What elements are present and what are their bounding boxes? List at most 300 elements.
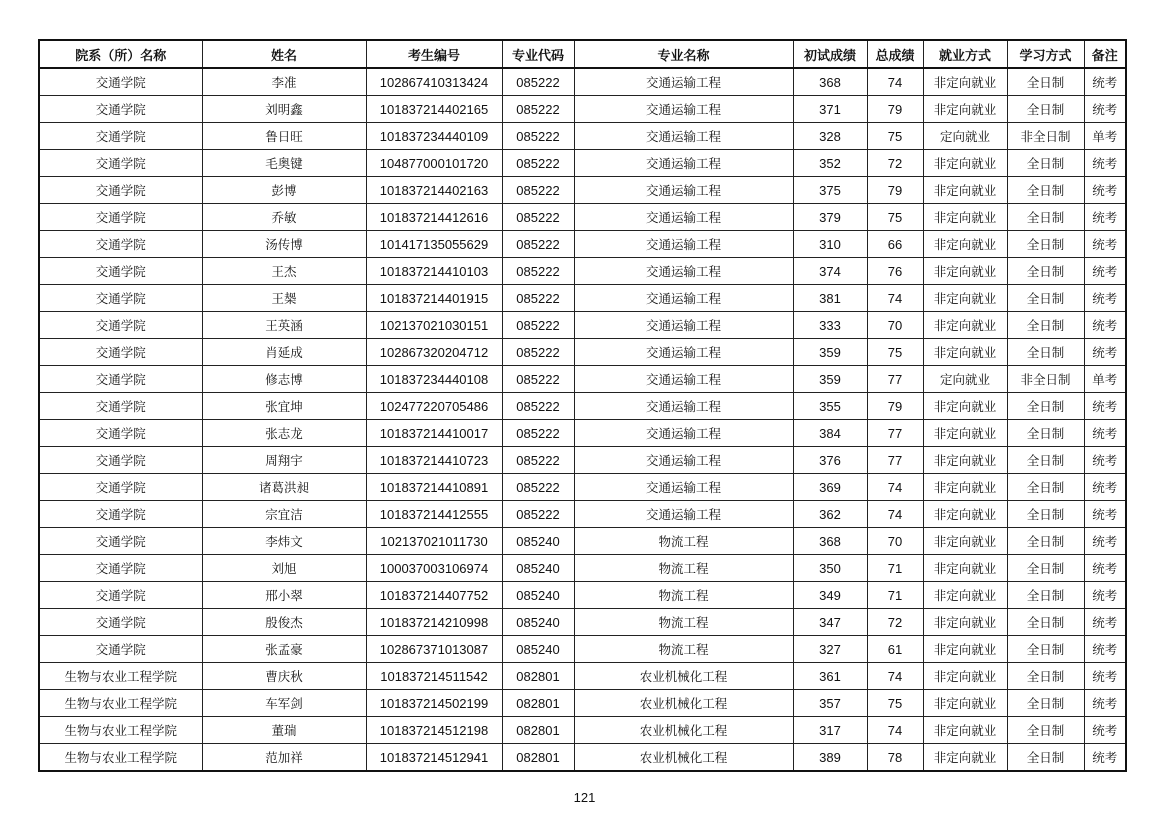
major-name-cell: 交通运输工程 bbox=[574, 366, 793, 393]
employment-type-cell: 非定向就业 bbox=[923, 528, 1007, 555]
preliminary-score-cell: 359 bbox=[793, 366, 867, 393]
candidate-number-cell: 100037003106974 bbox=[366, 555, 502, 582]
total-score-cell: 71 bbox=[867, 555, 923, 582]
department-cell: 交通学院 bbox=[39, 393, 202, 420]
name-cell: 诸葛洪昶 bbox=[202, 474, 366, 501]
name-cell: 鲁日旺 bbox=[202, 123, 366, 150]
study-mode-cell: 全日制 bbox=[1007, 150, 1084, 177]
preliminary-score-cell: 379 bbox=[793, 204, 867, 231]
total-score-cell: 75 bbox=[867, 204, 923, 231]
department-cell: 生物与农业工程学院 bbox=[39, 663, 202, 690]
major-name-cell: 物流工程 bbox=[574, 609, 793, 636]
remarks-cell: 统考 bbox=[1084, 582, 1126, 609]
table-row bbox=[39, 555, 1126, 582]
total-score-cell: 79 bbox=[867, 177, 923, 204]
major-name-cell: 农业机械化工程 bbox=[574, 690, 793, 717]
name-cell: 张志龙 bbox=[202, 420, 366, 447]
total-score-cell: 77 bbox=[867, 447, 923, 474]
department-cell: 交通学院 bbox=[39, 366, 202, 393]
remarks-cell: 统考 bbox=[1084, 312, 1126, 339]
remarks-cell: 统考 bbox=[1084, 150, 1126, 177]
header-preliminary-score: 初试成绩 bbox=[793, 40, 867, 68]
study-mode-cell: 全日制 bbox=[1007, 312, 1084, 339]
total-score-cell: 71 bbox=[867, 582, 923, 609]
major-name-cell: 交通运输工程 bbox=[574, 312, 793, 339]
preliminary-score-cell: 327 bbox=[793, 636, 867, 663]
employment-type-cell: 非定向就业 bbox=[923, 312, 1007, 339]
header-department: 院系（所）名称 bbox=[39, 40, 202, 68]
candidate-number-cell: 101837234440108 bbox=[366, 366, 502, 393]
major-code-cell: 085222 bbox=[502, 393, 574, 420]
name-cell: 刘明鑫 bbox=[202, 96, 366, 123]
name-cell: 王英涵 bbox=[202, 312, 366, 339]
study-mode-cell: 全日制 bbox=[1007, 663, 1084, 690]
candidate-number-cell: 101837214512941 bbox=[366, 744, 502, 772]
preliminary-score-cell: 368 bbox=[793, 68, 867, 96]
study-mode-cell: 全日制 bbox=[1007, 231, 1084, 258]
employment-type-cell: 非定向就业 bbox=[923, 744, 1007, 772]
remarks-cell: 统考 bbox=[1084, 474, 1126, 501]
study-mode-cell: 全日制 bbox=[1007, 528, 1084, 555]
remarks-cell: 统考 bbox=[1084, 609, 1126, 636]
major-name-cell: 交通运输工程 bbox=[574, 68, 793, 96]
remarks-cell: 统考 bbox=[1084, 636, 1126, 663]
major-code-cell: 085222 bbox=[502, 150, 574, 177]
major-name-cell: 交通运输工程 bbox=[574, 474, 793, 501]
remarks-cell: 单考 bbox=[1084, 123, 1126, 150]
major-code-cell: 082801 bbox=[502, 690, 574, 717]
major-code-cell: 085222 bbox=[502, 420, 574, 447]
major-code-cell: 085222 bbox=[502, 366, 574, 393]
major-code-cell: 085222 bbox=[502, 204, 574, 231]
major-name-cell: 物流工程 bbox=[574, 528, 793, 555]
employment-type-cell: 非定向就业 bbox=[923, 555, 1007, 582]
major-name-cell: 交通运输工程 bbox=[574, 420, 793, 447]
total-score-cell: 74 bbox=[867, 663, 923, 690]
preliminary-score-cell: 359 bbox=[793, 339, 867, 366]
total-score-cell: 77 bbox=[867, 420, 923, 447]
total-score-cell: 74 bbox=[867, 285, 923, 312]
remarks-cell: 统考 bbox=[1084, 744, 1126, 772]
major-name-cell: 交通运输工程 bbox=[574, 447, 793, 474]
department-cell: 交通学院 bbox=[39, 231, 202, 258]
major-name-cell: 交通运输工程 bbox=[574, 123, 793, 150]
employment-type-cell: 非定向就业 bbox=[923, 96, 1007, 123]
study-mode-cell: 全日制 bbox=[1007, 717, 1084, 744]
name-cell: 曹庆秋 bbox=[202, 663, 366, 690]
remarks-cell: 统考 bbox=[1084, 420, 1126, 447]
major-code-cell: 085222 bbox=[502, 231, 574, 258]
remarks-cell: 统考 bbox=[1084, 501, 1126, 528]
name-cell: 王杰 bbox=[202, 258, 366, 285]
total-score-cell: 74 bbox=[867, 501, 923, 528]
remarks-cell: 统考 bbox=[1084, 68, 1126, 96]
header-name: 姓名 bbox=[202, 40, 366, 68]
major-code-cell: 085240 bbox=[502, 636, 574, 663]
preliminary-score-cell: 368 bbox=[793, 528, 867, 555]
total-score-cell: 78 bbox=[867, 744, 923, 772]
name-cell: 殷俊杰 bbox=[202, 609, 366, 636]
remarks-cell: 统考 bbox=[1084, 231, 1126, 258]
remarks-cell: 统考 bbox=[1084, 393, 1126, 420]
study-mode-cell: 全日制 bbox=[1007, 447, 1084, 474]
employment-type-cell: 非定向就业 bbox=[923, 690, 1007, 717]
major-code-cell: 085222 bbox=[502, 474, 574, 501]
major-name-cell: 农业机械化工程 bbox=[574, 663, 793, 690]
major-name-cell: 交通运输工程 bbox=[574, 339, 793, 366]
preliminary-score-cell: 376 bbox=[793, 447, 867, 474]
department-cell: 生物与农业工程学院 bbox=[39, 690, 202, 717]
total-score-cell: 74 bbox=[867, 717, 923, 744]
preliminary-score-cell: 362 bbox=[793, 501, 867, 528]
table-row bbox=[39, 312, 1126, 339]
major-code-cell: 082801 bbox=[502, 744, 574, 772]
study-mode-cell: 全日制 bbox=[1007, 339, 1084, 366]
preliminary-score-cell: 355 bbox=[793, 393, 867, 420]
table-row bbox=[39, 96, 1126, 123]
employment-type-cell: 非定向就业 bbox=[923, 258, 1007, 285]
preliminary-score-cell: 349 bbox=[793, 582, 867, 609]
employment-type-cell: 非定向就业 bbox=[923, 717, 1007, 744]
remarks-cell: 统考 bbox=[1084, 285, 1126, 312]
table-row bbox=[39, 717, 1126, 744]
name-cell: 周翔宇 bbox=[202, 447, 366, 474]
name-cell: 董瑞 bbox=[202, 717, 366, 744]
employment-type-cell: 非定向就业 bbox=[923, 609, 1007, 636]
candidate-number-cell: 102867371013087 bbox=[366, 636, 502, 663]
total-score-cell: 72 bbox=[867, 609, 923, 636]
department-cell: 交通学院 bbox=[39, 474, 202, 501]
employment-type-cell: 非定向就业 bbox=[923, 474, 1007, 501]
table-row bbox=[39, 177, 1126, 204]
department-cell: 交通学院 bbox=[39, 636, 202, 663]
major-name-cell: 物流工程 bbox=[574, 582, 793, 609]
total-score-cell: 75 bbox=[867, 339, 923, 366]
study-mode-cell: 非全日制 bbox=[1007, 123, 1084, 150]
table-row bbox=[39, 285, 1126, 312]
total-score-cell: 77 bbox=[867, 366, 923, 393]
employment-type-cell: 非定向就业 bbox=[923, 204, 1007, 231]
major-code-cell: 085222 bbox=[502, 447, 574, 474]
total-score-cell: 79 bbox=[867, 96, 923, 123]
table-row bbox=[39, 501, 1126, 528]
table-row bbox=[39, 528, 1126, 555]
total-score-cell: 75 bbox=[867, 690, 923, 717]
employment-type-cell: 非定向就业 bbox=[923, 393, 1007, 420]
table-row bbox=[39, 150, 1126, 177]
department-cell: 交通学院 bbox=[39, 609, 202, 636]
study-mode-cell: 全日制 bbox=[1007, 690, 1084, 717]
major-name-cell: 物流工程 bbox=[574, 636, 793, 663]
preliminary-score-cell: 375 bbox=[793, 177, 867, 204]
table-row bbox=[39, 204, 1126, 231]
total-score-cell: 76 bbox=[867, 258, 923, 285]
major-code-cell: 085222 bbox=[502, 312, 574, 339]
total-score-cell: 70 bbox=[867, 312, 923, 339]
department-cell: 交通学院 bbox=[39, 528, 202, 555]
major-name-cell: 交通运输工程 bbox=[574, 285, 793, 312]
candidate-number-cell: 101837214410723 bbox=[366, 447, 502, 474]
department-cell: 交通学院 bbox=[39, 150, 202, 177]
total-score-cell: 75 bbox=[867, 123, 923, 150]
name-cell: 李炜文 bbox=[202, 528, 366, 555]
department-cell: 交通学院 bbox=[39, 96, 202, 123]
candidate-number-cell: 102137021030151 bbox=[366, 312, 502, 339]
name-cell: 范加祥 bbox=[202, 744, 366, 772]
department-cell: 交通学院 bbox=[39, 339, 202, 366]
preliminary-score-cell: 361 bbox=[793, 663, 867, 690]
employment-type-cell: 非定向就业 bbox=[923, 663, 1007, 690]
remarks-cell: 统考 bbox=[1084, 96, 1126, 123]
candidate-number-cell: 101837214512198 bbox=[366, 717, 502, 744]
study-mode-cell: 全日制 bbox=[1007, 501, 1084, 528]
table-body bbox=[39, 68, 1126, 771]
header-employment-type: 就业方式 bbox=[923, 40, 1007, 68]
department-cell: 交通学院 bbox=[39, 177, 202, 204]
candidate-number-cell: 101837214511542 bbox=[366, 663, 502, 690]
candidate-number-cell: 101837214410103 bbox=[366, 258, 502, 285]
candidate-number-cell: 101837214402163 bbox=[366, 177, 502, 204]
name-cell: 王椝 bbox=[202, 285, 366, 312]
major-name-cell: 农业机械化工程 bbox=[574, 744, 793, 772]
preliminary-score-cell: 369 bbox=[793, 474, 867, 501]
table-row bbox=[39, 447, 1126, 474]
employment-type-cell: 非定向就业 bbox=[923, 339, 1007, 366]
major-code-cell: 085240 bbox=[502, 528, 574, 555]
candidate-number-cell: 101837234440109 bbox=[366, 123, 502, 150]
major-name-cell: 交通运输工程 bbox=[574, 150, 793, 177]
major-name-cell: 交通运输工程 bbox=[574, 258, 793, 285]
study-mode-cell: 非全日制 bbox=[1007, 366, 1084, 393]
name-cell: 汤传博 bbox=[202, 231, 366, 258]
preliminary-score-cell: 352 bbox=[793, 150, 867, 177]
major-code-cell: 085222 bbox=[502, 96, 574, 123]
study-mode-cell: 全日制 bbox=[1007, 393, 1084, 420]
table-row bbox=[39, 231, 1126, 258]
table-row bbox=[39, 690, 1126, 717]
header-candidate-number: 考生编号 bbox=[366, 40, 502, 68]
candidate-number-cell: 102137021011730 bbox=[366, 528, 502, 555]
employment-type-cell: 非定向就业 bbox=[923, 501, 1007, 528]
header-study-mode: 学习方式 bbox=[1007, 40, 1084, 68]
study-mode-cell: 全日制 bbox=[1007, 204, 1084, 231]
preliminary-score-cell: 374 bbox=[793, 258, 867, 285]
preliminary-score-cell: 347 bbox=[793, 609, 867, 636]
table-row bbox=[39, 744, 1126, 772]
preliminary-score-cell: 328 bbox=[793, 123, 867, 150]
major-name-cell: 交通运输工程 bbox=[574, 204, 793, 231]
remarks-cell: 统考 bbox=[1084, 690, 1126, 717]
major-name-cell: 交通运输工程 bbox=[574, 96, 793, 123]
major-name-cell: 农业机械化工程 bbox=[574, 717, 793, 744]
preliminary-score-cell: 350 bbox=[793, 555, 867, 582]
major-code-cell: 085222 bbox=[502, 339, 574, 366]
name-cell: 邢小翠 bbox=[202, 582, 366, 609]
name-cell: 张孟豪 bbox=[202, 636, 366, 663]
employment-type-cell: 非定向就业 bbox=[923, 150, 1007, 177]
employment-type-cell: 非定向就业 bbox=[923, 582, 1007, 609]
table-row bbox=[39, 582, 1126, 609]
candidate-number-cell: 102477220705486 bbox=[366, 393, 502, 420]
admission-table-container bbox=[38, 39, 1125, 772]
name-cell: 乔敏 bbox=[202, 204, 366, 231]
table-row bbox=[39, 339, 1126, 366]
department-cell: 交通学院 bbox=[39, 420, 202, 447]
study-mode-cell: 全日制 bbox=[1007, 609, 1084, 636]
employment-type-cell: 非定向就业 bbox=[923, 636, 1007, 663]
candidate-number-cell: 101837214412555 bbox=[366, 501, 502, 528]
table-row bbox=[39, 366, 1126, 393]
table-row bbox=[39, 420, 1126, 447]
table-row bbox=[39, 258, 1126, 285]
major-code-cell: 085222 bbox=[502, 177, 574, 204]
remarks-cell: 单考 bbox=[1084, 366, 1126, 393]
total-score-cell: 61 bbox=[867, 636, 923, 663]
candidate-number-cell: 101837214210998 bbox=[366, 609, 502, 636]
candidate-number-cell: 101837214410017 bbox=[366, 420, 502, 447]
department-cell: 交通学院 bbox=[39, 312, 202, 339]
study-mode-cell: 全日制 bbox=[1007, 258, 1084, 285]
preliminary-score-cell: 384 bbox=[793, 420, 867, 447]
employment-type-cell: 非定向就业 bbox=[923, 285, 1007, 312]
employment-type-cell: 非定向就业 bbox=[923, 420, 1007, 447]
admission-table bbox=[38, 39, 1127, 772]
department-cell: 交通学院 bbox=[39, 68, 202, 96]
name-cell: 刘旭 bbox=[202, 555, 366, 582]
name-cell: 张宜坤 bbox=[202, 393, 366, 420]
header-major-code: 专业代码 bbox=[502, 40, 574, 68]
study-mode-cell: 全日制 bbox=[1007, 555, 1084, 582]
department-cell: 交通学院 bbox=[39, 555, 202, 582]
major-name-cell: 交通运输工程 bbox=[574, 393, 793, 420]
table-row bbox=[39, 663, 1126, 690]
employment-type-cell: 非定向就业 bbox=[923, 447, 1007, 474]
department-cell: 交通学院 bbox=[39, 123, 202, 150]
remarks-cell: 统考 bbox=[1084, 717, 1126, 744]
employment-type-cell: 定向就业 bbox=[923, 366, 1007, 393]
table-row bbox=[39, 609, 1126, 636]
header-major-name: 专业名称 bbox=[574, 40, 793, 68]
table-row bbox=[39, 636, 1126, 663]
total-score-cell: 74 bbox=[867, 68, 923, 96]
name-cell: 宗宜洁 bbox=[202, 501, 366, 528]
study-mode-cell: 全日制 bbox=[1007, 177, 1084, 204]
study-mode-cell: 全日制 bbox=[1007, 744, 1084, 772]
remarks-cell: 统考 bbox=[1084, 339, 1126, 366]
name-cell: 修志博 bbox=[202, 366, 366, 393]
candidate-number-cell: 101837214410891 bbox=[366, 474, 502, 501]
major-code-cell: 085222 bbox=[502, 258, 574, 285]
table-row bbox=[39, 474, 1126, 501]
preliminary-score-cell: 371 bbox=[793, 96, 867, 123]
employment-type-cell: 非定向就业 bbox=[923, 68, 1007, 96]
name-cell: 车军剑 bbox=[202, 690, 366, 717]
employment-type-cell: 非定向就业 bbox=[923, 177, 1007, 204]
remarks-cell: 统考 bbox=[1084, 447, 1126, 474]
major-name-cell: 物流工程 bbox=[574, 555, 793, 582]
header-remarks: 备注 bbox=[1084, 40, 1126, 68]
major-code-cell: 085240 bbox=[502, 609, 574, 636]
study-mode-cell: 全日制 bbox=[1007, 636, 1084, 663]
remarks-cell: 统考 bbox=[1084, 204, 1126, 231]
name-cell: 毛奥键 bbox=[202, 150, 366, 177]
department-cell: 交通学院 bbox=[39, 501, 202, 528]
employment-type-cell: 定向就业 bbox=[923, 123, 1007, 150]
study-mode-cell: 全日制 bbox=[1007, 474, 1084, 501]
study-mode-cell: 全日制 bbox=[1007, 285, 1084, 312]
total-score-cell: 72 bbox=[867, 150, 923, 177]
remarks-cell: 统考 bbox=[1084, 555, 1126, 582]
candidate-number-cell: 101837214412616 bbox=[366, 204, 502, 231]
table-row bbox=[39, 123, 1126, 150]
major-name-cell: 交通运输工程 bbox=[574, 501, 793, 528]
department-cell: 交通学院 bbox=[39, 582, 202, 609]
total-score-cell: 79 bbox=[867, 393, 923, 420]
table-row bbox=[39, 68, 1126, 96]
candidate-number-cell: 101837214502199 bbox=[366, 690, 502, 717]
study-mode-cell: 全日制 bbox=[1007, 582, 1084, 609]
header-total-score: 总成绩 bbox=[867, 40, 923, 68]
name-cell: 彭博 bbox=[202, 177, 366, 204]
major-code-cell: 085240 bbox=[502, 582, 574, 609]
preliminary-score-cell: 333 bbox=[793, 312, 867, 339]
major-name-cell: 交通运输工程 bbox=[574, 231, 793, 258]
employment-type-cell: 非定向就业 bbox=[923, 231, 1007, 258]
header-row bbox=[39, 40, 1126, 68]
major-name-cell: 交通运输工程 bbox=[574, 177, 793, 204]
study-mode-cell: 全日制 bbox=[1007, 96, 1084, 123]
name-cell: 肖延成 bbox=[202, 339, 366, 366]
department-cell: 交通学院 bbox=[39, 285, 202, 312]
total-score-cell: 66 bbox=[867, 231, 923, 258]
candidate-number-cell: 104877000101720 bbox=[366, 150, 502, 177]
study-mode-cell: 全日制 bbox=[1007, 420, 1084, 447]
department-cell: 交通学院 bbox=[39, 204, 202, 231]
major-code-cell: 085222 bbox=[502, 123, 574, 150]
total-score-cell: 74 bbox=[867, 474, 923, 501]
major-code-cell: 085240 bbox=[502, 555, 574, 582]
candidate-number-cell: 101837214402165 bbox=[366, 96, 502, 123]
major-code-cell: 082801 bbox=[502, 663, 574, 690]
remarks-cell: 统考 bbox=[1084, 177, 1126, 204]
department-cell: 生物与农业工程学院 bbox=[39, 717, 202, 744]
candidate-number-cell: 101837214401915 bbox=[366, 285, 502, 312]
page-number: 121 bbox=[573, 790, 596, 805]
major-code-cell: 085222 bbox=[502, 68, 574, 96]
preliminary-score-cell: 381 bbox=[793, 285, 867, 312]
major-code-cell: 085222 bbox=[502, 285, 574, 312]
name-cell: 李准 bbox=[202, 68, 366, 96]
total-score-cell: 70 bbox=[867, 528, 923, 555]
remarks-cell: 统考 bbox=[1084, 663, 1126, 690]
table-row bbox=[39, 393, 1126, 420]
major-code-cell: 085222 bbox=[502, 501, 574, 528]
preliminary-score-cell: 389 bbox=[793, 744, 867, 772]
study-mode-cell: 全日制 bbox=[1007, 68, 1084, 96]
major-code-cell: 082801 bbox=[502, 717, 574, 744]
department-cell: 交通学院 bbox=[39, 258, 202, 285]
preliminary-score-cell: 357 bbox=[793, 690, 867, 717]
candidate-number-cell: 101837214407752 bbox=[366, 582, 502, 609]
department-cell: 生物与农业工程学院 bbox=[39, 744, 202, 772]
remarks-cell: 统考 bbox=[1084, 528, 1126, 555]
preliminary-score-cell: 310 bbox=[793, 231, 867, 258]
preliminary-score-cell: 317 bbox=[793, 717, 867, 744]
department-cell: 交通学院 bbox=[39, 447, 202, 474]
candidate-number-cell: 102867410313424 bbox=[366, 68, 502, 96]
candidate-number-cell: 102867320204712 bbox=[366, 339, 502, 366]
candidate-number-cell: 101417135055629 bbox=[366, 231, 502, 258]
